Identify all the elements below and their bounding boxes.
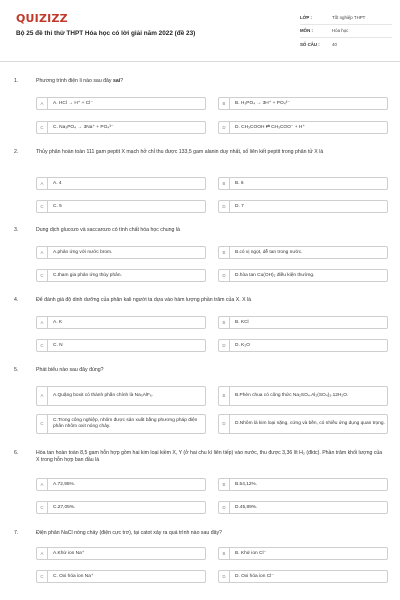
option-text: C.tham gia phản ứng thủy phân.: [53, 272, 122, 278]
option-letter: B: [219, 479, 230, 490]
q1-option-d[interactable]: [218, 121, 388, 134]
meta-value: Hóa học: [332, 28, 349, 34]
q3-option-c[interactable]: [36, 269, 206, 282]
option-text: A.Quặng boxit có thành phần chính là Na₃AlF₆.: [53, 393, 154, 399]
q2-option-a[interactable]: [36, 177, 206, 190]
option-text: B.Phèn chua có công thức Na₂SO₄.Al₂(SO₄)₃.12H₂O.: [235, 393, 349, 399]
option-letter: D: [219, 415, 230, 433]
worksheet-header: [0, 0, 400, 62]
q2-option-b[interactable]: [218, 177, 388, 190]
meta-row-count: [300, 38, 392, 51]
option-letter: D: [219, 502, 230, 513]
q4-option-d[interactable]: [218, 339, 388, 352]
option-letter: A: [37, 317, 48, 328]
q7-option-c[interactable]: [36, 570, 206, 583]
question-text: Phương trình điện li nào sau đây sai?: [36, 78, 124, 84]
q1-option-b[interactable]: [218, 97, 388, 110]
option-letter: B: [219, 247, 230, 258]
question-text: Hòa tan hoàn toàn 8,5 gam hỗn hợp gồm hai kim loại kiềm X, Y (ở hai chu kì liên tiếp) vào nước, thu được 3,36 lít H₂ (đktc). Phần trăm khối lượng của X trong hỗn hợp ban đầu là: [36, 450, 383, 463]
meta-label: MÔN :: [300, 28, 313, 34]
q1-option-a[interactable]: [36, 97, 206, 110]
meta-value: 40: [332, 41, 337, 47]
option-letter: C: [37, 122, 48, 133]
option-letter: D: [219, 122, 230, 133]
meta-row-class: [300, 12, 392, 25]
option-text: A. HCl → H⁺ + Cl⁻: [53, 100, 93, 106]
option-letter: C: [37, 340, 48, 351]
option-letter: C: [37, 571, 48, 582]
q6-option-d[interactable]: [218, 501, 388, 514]
option-text: C. Na₃PO₄ → 3Na⁺ + PO₄³⁻: [53, 124, 114, 130]
option-text: B.có vị ngọt, dễ tan trong nước.: [235, 249, 303, 255]
option-letter: C: [37, 270, 48, 281]
q4-option-a[interactable]: [36, 316, 206, 329]
q5-option-c[interactable]: [36, 414, 206, 434]
meta-value: Tốt nghiệp THPT: [332, 15, 366, 21]
option-text: C.27,05%.: [53, 504, 76, 510]
option-text: B.54,12%.: [235, 481, 258, 487]
option-letter: B: [219, 548, 230, 559]
option-text: D. CH₃COOH ⇄ CH₃COO⁻ + H⁺: [235, 124, 305, 130]
option-text: D.Nhôm là kim loại nặng, cứng và bền, có nhiều ứng dụng quan trọng.: [235, 421, 385, 427]
q6-option-c[interactable]: [36, 501, 206, 514]
question-text: Dung dịch glucozo và saccarozo có tính chất hóa học chung là: [36, 227, 180, 233]
q5-option-d[interactable]: [218, 414, 388, 434]
option-letter: D: [219, 270, 230, 281]
q3-option-a[interactable]: [36, 246, 206, 259]
option-text: B. Khử ion Cl⁻: [235, 550, 267, 556]
option-letter: C: [37, 415, 48, 433]
option-text: C. Oxi hóa ion Na⁺: [53, 573, 94, 579]
option-text: A. K: [53, 319, 63, 325]
option-text: C.Trong công nghiệp, nhôm được sản xuất bằng phương pháp điện phân nhôm oxit nóng chảy.: [53, 418, 198, 429]
option-letter: A: [37, 98, 48, 109]
option-text: C. N: [53, 342, 63, 348]
option-text: D. 7: [235, 203, 244, 209]
option-text: B. KCl: [235, 319, 249, 325]
option-text: A.Khử ion Na⁺: [53, 550, 85, 556]
question-number: 6.: [14, 450, 19, 456]
q7-option-a[interactable]: [36, 547, 206, 560]
option-text: D.hòa tan Cu(OH)₂ điều kiện thường.: [235, 272, 315, 278]
q5-option-a[interactable]: [36, 386, 206, 406]
option-letter: D: [219, 340, 230, 351]
question-text: Để đánh giá độ dinh dưỡng của phân kali người ta dựa vào hàm lượng phần trăm của X. X là: [36, 297, 252, 303]
q6-option-a[interactable]: [36, 478, 206, 491]
q7-option-d[interactable]: [218, 570, 388, 583]
question-number: 3.: [14, 227, 19, 233]
question-text: Điện phân NaCl nóng chảy (điện cực trơ), tại catot xảy ra quá trình nào sau đây?: [36, 530, 222, 536]
q4-option-c[interactable]: [36, 339, 206, 352]
q7-option-b[interactable]: [218, 547, 388, 560]
option-letter: D: [219, 571, 230, 582]
meta-label: LỚP :: [300, 15, 312, 21]
option-letter: C: [37, 502, 48, 513]
option-letter: D: [219, 201, 230, 212]
option-letter: A: [37, 178, 48, 189]
option-text: D. Oxi hóa ion Cl⁻: [235, 573, 274, 579]
option-letter: B: [219, 317, 230, 328]
option-text: C. 5: [53, 203, 62, 209]
q4-option-b[interactable]: [218, 316, 388, 329]
meta-label: SỐ CÂU :: [300, 41, 320, 47]
option-letter: C: [37, 201, 48, 212]
option-text: A. 4: [53, 180, 62, 186]
question-number: 4.: [14, 297, 19, 303]
question-text: Thủy phân hoàn toàn 111 gam peptit X mạch hở chỉ thu được 133,5 gam alanin duy nhất, số liên kết peptit trong phân tử X là: [36, 149, 324, 155]
option-letter: A: [37, 479, 48, 490]
question-number: 7.: [14, 530, 19, 536]
q5-option-b[interactable]: [218, 386, 388, 406]
option-text: A.phản ứng với nước brom.: [53, 249, 113, 255]
option-letter: B: [219, 387, 230, 405]
option-letter: A: [37, 247, 48, 258]
q3-option-d[interactable]: [218, 269, 388, 282]
option-letter: B: [219, 98, 230, 109]
option-letter: A: [37, 387, 48, 405]
q6-option-b[interactable]: [218, 478, 388, 491]
option-letter: B: [219, 178, 230, 189]
meta-table: [300, 12, 392, 51]
option-text: D. K₂O: [235, 342, 250, 348]
document-title: Bộ 25 đề thi thử THPT Hóa học có lời giải năm 2022 (đề 23): [16, 30, 196, 37]
q1-option-c[interactable]: [36, 121, 206, 134]
question-number: 5.: [14, 367, 19, 373]
meta-row-subject: [300, 25, 392, 38]
option-letter: A: [37, 548, 48, 559]
q3-option-b[interactable]: [218, 246, 388, 259]
quizizz-logo: QUIZIZZ: [16, 12, 68, 25]
option-text: D.45,89%.: [235, 504, 258, 510]
option-text: B. H₃PO₄ → 3H⁺ + PO₄³⁻: [235, 100, 290, 106]
q2-option-d[interactable]: [218, 200, 388, 213]
question-number: 1.: [14, 78, 19, 84]
option-text: B. 6: [235, 180, 244, 186]
q2-option-c[interactable]: [36, 200, 206, 213]
question-number: 2.: [14, 149, 19, 155]
option-text: A.72,95%.: [53, 481, 76, 487]
question-text: Phát biểu nào sau đây đúng?: [36, 367, 104, 373]
